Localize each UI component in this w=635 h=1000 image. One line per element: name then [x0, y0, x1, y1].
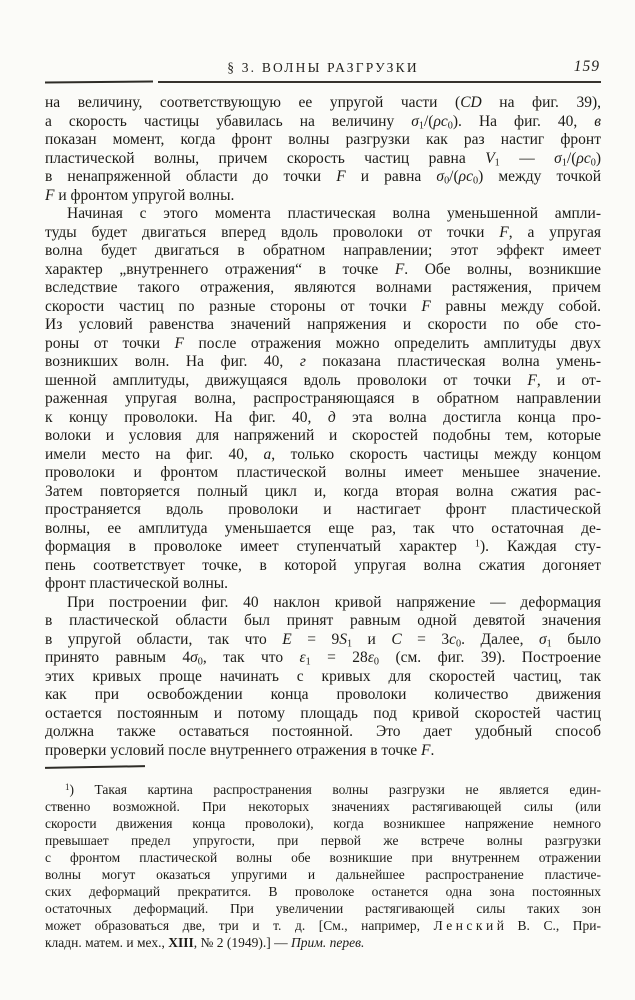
text-line: формация в проволоке имеет ступенчатый характер $^1$). Каждая сту-: [45, 538, 601, 555]
text-line: показан момент, когда фронт волны разгрузки как раз настиг фронт: [45, 131, 601, 148]
text-line: пространяется вдоль проволоки и настигает фронт пластической: [45, 501, 601, 518]
text-line: пластической волны, причем скорость частиц равна $V_1$ — $\sigma_1/(\rho c_0)$: [45, 149, 601, 168]
text-line: остается постоянным и потому площадь под кривой скоростей частиц: [45, 704, 601, 722]
text-line: скорости частиц по разные стороны от точки F равны между собой.: [45, 297, 601, 315]
text-line: возникших волн. На фиг. 40, г показана пластическая волна умень-: [45, 353, 601, 370]
text-line: а скорость частицы убавилась на величину $\sigma_1/(\rho c_0)$. На фиг. 40, в: [45, 112, 601, 131]
paragraph: [45, 205, 601, 594]
page-header: [45, 58, 601, 78]
text-line: туды будет двигаться вперед вдоль проволоки от точки F, а упругая: [45, 223, 601, 241]
text-line: При построении фиг. 40 наклон кривой напряжение — деформация: [67, 593, 601, 611]
text-line: характер „внутреннего отражения“ в точке F. Обе волны, возникшие: [45, 260, 601, 278]
text-line: шенной амплитуды, движущаяся вдоль проволоки от точки F, и от-: [45, 371, 601, 389]
header-rule-right: [158, 81, 601, 83]
footnote: [45, 781, 601, 951]
text-line: волоки и условия для напряжений и скоростей подобны тем, которые: [45, 427, 601, 444]
text-line: волна будет двигаться в обратном направлении; этот эффект имеет: [45, 242, 601, 259]
text-line: проволоки и фронтом пластической волны имеет меньшее значение.: [45, 464, 601, 481]
section-title: § 3. ВОЛНЫ РАЗГРУЗКИ: [227, 60, 419, 75]
text-line: ских деформаций прекратится. В проволоке останется одна зона постоянных: [45, 884, 601, 899]
text-line: с фронтом пластической волны обе возникшие при внутреннем отражении: [45, 850, 601, 865]
text-line: этих кривых проще начинать с кривых для скоростей частиц, так: [45, 667, 601, 685]
paragraph: [45, 94, 601, 205]
paragraph: [45, 594, 601, 761]
footnote-rule: [45, 765, 145, 769]
text-line: в ненапряженной области до точки F и равна $\sigma_0/(\rho c_0)$ между точкой: [45, 168, 601, 187]
text-line: волны, ее амплитуда уменьшается еще раз, так что остаточная де-: [45, 519, 601, 537]
text-line: раженная упругая волна, распространяющаяся в обратном направлении: [45, 390, 601, 407]
text-line: имели место на фиг. 40, а, только скорость частицы между концом: [45, 445, 601, 463]
text-line: F и фронтом упругой волны.: [45, 186, 235, 204]
text-line: пень соответствует точке, в которой упругая волна сжатия догоняет: [45, 556, 601, 574]
text-line: в пластической области был принят равным одной девятой значения: [45, 612, 601, 629]
text-line: $^1$) Такая картина распространения волны разгрузки не является един-: [65, 782, 601, 797]
footnote-paragraph: [45, 781, 601, 951]
header-rule-left: [45, 81, 153, 84]
text-line: кладн. матем. и мех., XIII, № 2 (1949).] — Прим. перев.: [45, 935, 365, 950]
body-text: [45, 94, 601, 760]
text-line: в упругой области, так что $E = 9S_1$ и $C = 3c_0$. Далее, $\sigma_1$ было: [45, 630, 601, 649]
text-line: Затем повторяется полный цикл и, когда вторая волна сжатия рас-: [45, 482, 601, 500]
text-line: на величину, соответствующую ее упругой части (CD на фиг. 39),: [45, 94, 601, 111]
text-line: принято равным $4\sigma_0$, так что $\varepsilon_1 = 28\varepsilon_0$ (см. фиг. 39). Построение: [45, 649, 601, 668]
text-line: скорости движения конца проволоки), когда возникшее напряжение немного: [45, 816, 601, 831]
text-line: может образоваться две, три и т. д. [См., например, Ленский В. С., При-: [45, 918, 601, 933]
text-line: проверки условий после внутреннего отражения в точке F.: [45, 741, 435, 759]
text-line: как при освобождении конца проволоки количество движения: [45, 686, 601, 703]
text-line: роны от точки F после отражения можно определить амплитуды двух: [45, 334, 601, 352]
text-line: вследствие такого отражения, являются волнами растяжения, причем: [45, 279, 601, 296]
text-line: волны могут оказаться упругими и дальнейшее распространение пластиче-: [45, 867, 601, 882]
text-line: должна также оставаться постоянной. Это дает удобный способ: [45, 723, 601, 740]
text-line: Из условий равенства значений напряжения и скорости по обе сто-: [45, 316, 601, 333]
text-line: к концу проволоки. На фиг. 40, д эта волна достигла конца про-: [45, 408, 601, 426]
text-line: остаточных деформаций. При увеличении растягивающей силы таких зон: [45, 901, 601, 916]
text-line: превышает предел упругости, при первой же встрече волны разгрузки: [45, 833, 601, 848]
text-line: Начиная с этого момента пластическая волна уменьшенной ампли-: [67, 205, 601, 222]
text-line: фронт пластической волны.: [45, 575, 229, 592]
page-number: 159: [573, 58, 600, 75]
text-line: ственно возможной. При некоторых значениях растягивающей силы (или: [45, 799, 601, 814]
